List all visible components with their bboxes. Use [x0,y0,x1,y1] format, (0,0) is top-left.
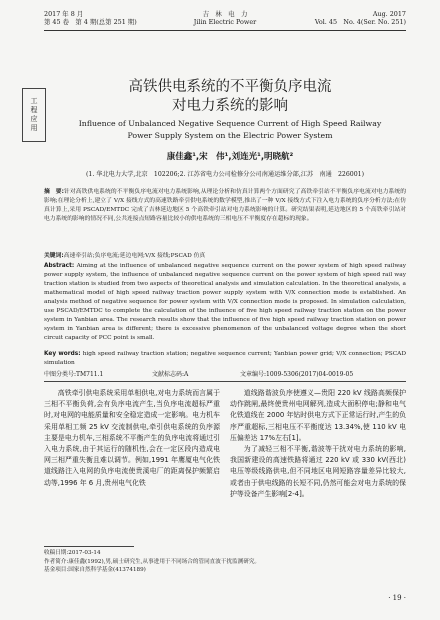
title-english [58,118,402,142]
journal-name-cn: 吉 林 电 力 [202,10,248,18]
title-cn-line-2: 对电力系统的影响 [172,98,288,114]
header-volume-cn: 第 45 卷 第 4 期(总第 251 期) [44,18,137,26]
footnote-funding: 基金项目:国家自然科学基金(41374189) [44,567,146,574]
keywords-cn-label: 关键词: [44,253,64,259]
header-rule [44,30,406,31]
document-code: 文献标志码:A [152,371,189,378]
keywords-cn-text: 高速牵引站;负序电流;延边电网;V/X 接线;PSCAD 仿真 [63,253,206,259]
journal-name-en: Jilin Electric Power [193,18,257,26]
header-volume-en: Vol. 45 No. 4(Ser. No. 251) [314,18,406,26]
footnote-author-bio: 作者简介:康佳鑫(1992),男,硕士研究生,从事进用于不同场合的管同直波干扰监测研究。 [44,558,261,565]
abstract-cn-label: 摘 要: [44,189,64,195]
footnote-received-date: 收稿日期:2017-03-14 [44,550,101,556]
title-en-line-2: Power Supply System on the Electric Power System [127,131,333,140]
body-column-left [44,388,220,489]
body-paragraph: 高铁牵引供电系统采用单相供电,对电力系统而言属于三相不平衡负荷,会有负序电流产生,当负序电流超标严重时,对电网的电能质量和安全稳定造成一定影响。电力机车采用单相工频 25 kV 交流制供电,牵引供电系统的负序源主要是电力机车,三相系统不平衡产生的负序电流将通过引入电力系统,由于其运行的随机性,会在一定区段内造成电网三相严重失衡且难以调节。例如,1991 年鹰厦电气化铁道线路注入电网的负序电流使贵溪电厂的距离保护频繁启动等,1996 年 6 月,贵州电气化铁 [44,389,220,487]
body-paragraph: 为了减轻三相不平衡,谐波等干扰对电力系统的影响,我国新建设的高速铁路将通过 220 kV 或 330 kV(西北)电压等级线路供电,但不同地区电网短路容量差异比较大,或者由于供电线路的长短不同,仍然可能会对电力系统的保护等设备产生影响[2-4]。 [230,445,406,498]
abstract-en-text: Aiming at the influence of unbalanced negative sequence current on the power system of high speed railway power supply system, the influence of unbalanced negative sequence current on the power system of high speed rail way traction station is studied from two aspects of theoretical analysis and simulation calculation. In the theoretical analysis, a mathematical model of high speed railway traction power supply system with V/X connection mode is established. An analysis method of negative sequence for power system with V/X connection mode is proposed. In simulation calculation, use PSCAD/EMTDC to complete the calculation of the influence of five high speed railway traction station on the power system in Yanbian area. The research results show that the influence of five high speed railway traction station on power system in Yanbian area is different; there is excessive phenomenon of the unbalanced voltage degree when the short circuit capacity of PCC point is small. [44,263,407,341]
title-chinese [60,78,400,116]
body-paragraph: 道线路谐波负序使遵义—贵阳 220 kV 线路高频保护动作跳闸,最终使贵州电网解列,造成大面积停电;静和电气化铁道线在 2000 年钻时供电方式下正常运行时,产生的负序严重超标,三相电压不平衡度达 13.34%,使 110 kV 电压偏差达 17%左右[1]。 [230,389,406,442]
keywords-english [44,350,406,368]
title-cn-line-1: 高铁供电系统的不平衡负序电流 [128,79,332,95]
abstract-en-label: Abstract: [44,263,75,269]
tag-char-3: 应 [30,115,38,123]
classification-line [44,370,406,380]
tag-char-1: 工 [30,97,38,105]
footnote-rule [44,546,134,547]
page-number: · 19 · [388,594,406,602]
header-date-cn: 2017 年 8 月 [44,10,84,18]
footnotes [44,549,406,575]
abstract-chinese [44,188,406,224]
header-date-en: Aug. 2017 [372,10,406,18]
clc-number: 中图分类号:TM711.1 [44,371,104,378]
abstract-rule [44,381,406,382]
header-right [315,10,406,26]
abstract-english [44,262,406,343]
header-left [44,10,137,26]
author-list: 康佳鑫¹,宋 伟¹,刘连光¹,明晓航² [166,152,294,162]
body-column-right [230,388,406,500]
article-number: 文章编号:1009-5306(2017)04-0019-05 [240,371,354,378]
keywords-en-label: Key words: [44,351,81,357]
keywords-chinese [44,252,406,261]
column-category-tag [22,88,46,142]
title-en-line-1: Influence of Unbalanced Negative Sequence Current of High Speed Railway [78,119,382,128]
affiliation: (1. 华北电力大学,北京 102206;2. 江苏省电力公司检修分公司南通运维分部,江苏 南通 226001) [85,171,364,178]
header-center [164,10,286,26]
abstract-cn-text: 针对高铁供电系统的不平衡负序电流对电力系统影响,从理论分析和仿真计算两个方面研究了高铁牵引站不平衡负序电流对电力系统的影响;在理论分析上,建立了 V/X 接线方式的高速铁路牵引供电系统的数学模型,推出了一种 V/X 接线方式下注入电力系统的负序分析方法;在仿真计算上,采用 PSCAD/EMTDC 完成了吉林延边地区 5 个高铁牵引站对电力系统影响的计算。研究结果表明,延边地区的 5 个高铁牵引站对电力系统的影响的情况不同,公共连接点短路容量比较小的供电系统的三相电压不平衡度存在超标的现象。 [44,189,406,222]
tag-char-2: 程 [30,106,38,114]
tag-char-4: 用 [30,124,38,132]
keywords-en-text: high speed railway traction station; negative sequence current; Yanbian power grid; V/X connection; PSCAD simulation [44,351,407,366]
